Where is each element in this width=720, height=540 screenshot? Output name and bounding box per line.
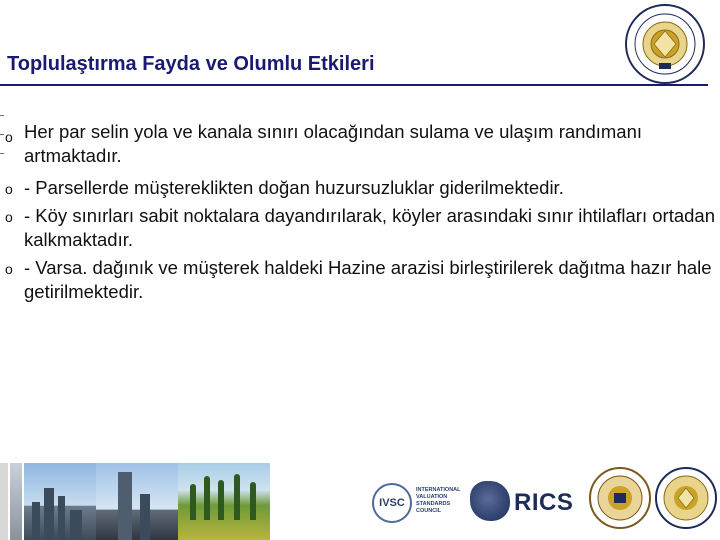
- bullet-text: Her par selin yola ve kanala sınırı olacağından sulama ve ulaşım randımanı artmaktadır.: [24, 121, 643, 166]
- lion-icon: [470, 481, 510, 521]
- title-underline: [0, 84, 708, 86]
- ivsc-logo: [372, 481, 464, 525]
- footer-photo-strip: [0, 463, 8, 540]
- bullet-text: - Varsa. dağınık ve müşterek haldeki Hazine arazisi birleştirilerek dağıtma hazır hale getirilmektedir.: [24, 257, 712, 302]
- rics-label: RICS: [514, 489, 574, 516]
- ivsc-emblem: IVSC: [372, 483, 412, 523]
- bullet-text: - Parsellerde müştereklikten doğan huzursuzluklar giderilmektedir.: [24, 177, 564, 198]
- bullet-text: - Köy sınırları sabit noktalara dayandırılarak, köyler arasındaki sınır ihtilafları ortadan kalkmaktadır.: [24, 205, 715, 250]
- left-margin-ticks: [0, 115, 4, 172]
- university-seal-small-logo: [654, 465, 718, 531]
- ivsc-name: INTERNATIONAL VALUATION STANDARDS COUNCIL: [416, 487, 461, 514]
- bullet-marker: o: [5, 129, 13, 145]
- footer-photo-strip: [10, 463, 22, 540]
- footer-banner: [0, 463, 720, 540]
- bullet-item: [5, 176, 715, 200]
- bullet-marker: o: [5, 261, 13, 277]
- bullet-marker: o: [5, 181, 13, 197]
- bullet-marker: o: [5, 209, 13, 225]
- bullet-list: [5, 120, 715, 308]
- rics-logo: [470, 477, 580, 525]
- university-seal-logo: [624, 3, 706, 85]
- bullet-item: [5, 204, 715, 252]
- bullet-item: [5, 120, 715, 168]
- faculty-seal-logo: [588, 465, 652, 531]
- tower-photo: [96, 463, 178, 540]
- bullet-item: [5, 256, 715, 304]
- city-skyline-photo: [24, 463, 96, 540]
- slide-title: Toplulaştırma Fayda ve Olumlu Etkileri: [7, 53, 375, 75]
- landscape-photo: [178, 463, 270, 540]
